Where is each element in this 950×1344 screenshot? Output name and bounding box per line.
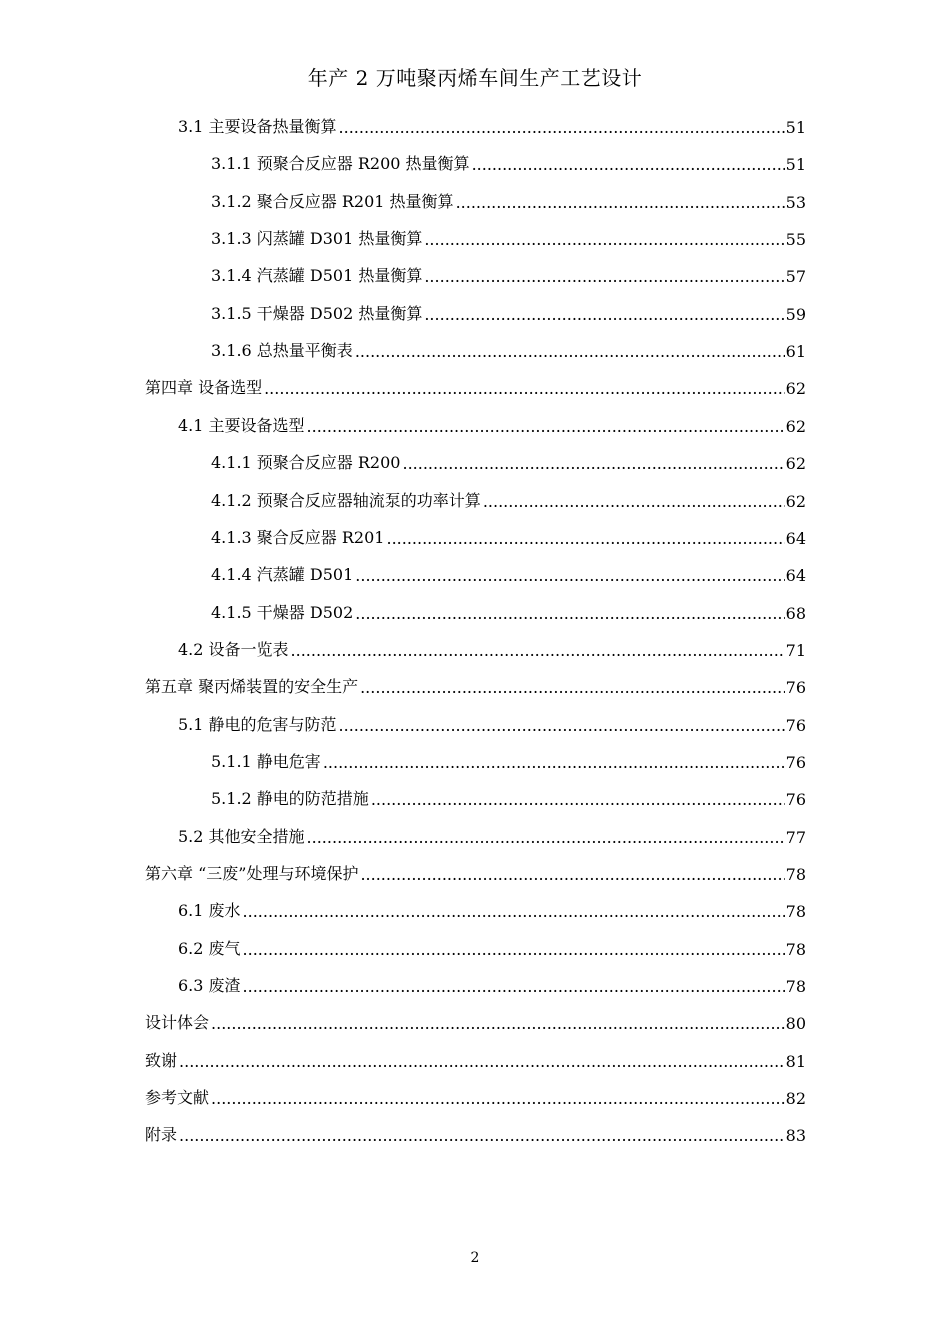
toc-dot-leader (483, 492, 785, 511)
toc-dot-leader (264, 379, 785, 398)
toc-entry-label: 5.2 其他安全措施 (178, 826, 305, 846)
toc-entry[interactable] (211, 561, 806, 585)
toc-entry[interactable] (211, 524, 806, 548)
toc-dot-leader (472, 155, 785, 174)
toc-entry-label: 致谢 (145, 1050, 178, 1070)
toc-entry[interactable] (145, 1121, 806, 1145)
toc-dot-leader (456, 193, 785, 212)
toc-entry-label: 5.1.1 静电危害 (211, 751, 321, 771)
toc-dot-leader (291, 641, 785, 660)
toc-entry-page: 51 (785, 155, 806, 175)
toc-entry-page: 62 (785, 491, 806, 511)
toc-entry-page: 82 (785, 1089, 806, 1109)
toc-dot-leader (323, 753, 785, 772)
toc-entry-page: 51 (785, 118, 806, 137)
toc-entry-page: 64 (785, 528, 806, 548)
toc-entry-page: 57 (785, 267, 806, 287)
toc-entry-page: 81 (785, 1051, 806, 1071)
toc-entry-page: 76 (785, 752, 806, 772)
toc-entry-page: 55 (785, 230, 806, 250)
toc-entry[interactable] (145, 860, 806, 884)
toc-entry-page: 83 (785, 1126, 806, 1146)
toc-entry-page: 78 (785, 939, 806, 959)
toc-entry[interactable] (211, 599, 806, 623)
toc-entry-label: 4.1.1 预聚合反应器 R200 (211, 453, 401, 473)
toc-entry-page: 78 (785, 977, 806, 997)
toc-entry[interactable] (178, 823, 806, 847)
toc-entry-page: 61 (785, 342, 806, 362)
toc-entry[interactable] (211, 225, 806, 249)
toc-entry-page: 76 (785, 715, 806, 735)
toc-entry-page: 78 (785, 902, 806, 922)
toc-entry-label: 4.1 主要设备选型 (178, 415, 305, 435)
toc-entry-label: 3.1.5 干燥器 D502 热量衡算 (211, 303, 423, 323)
toc-entry-page: 62 (785, 416, 806, 436)
page-number: 2 (470, 1250, 480, 1266)
toc-entry[interactable] (145, 374, 806, 398)
toc-entry[interactable] (178, 113, 806, 137)
toc-entry-label: 附录 (145, 1125, 178, 1145)
toc-entry-label: 5.1 静电的危害与防范 (178, 714, 337, 734)
toc-entry-page: 64 (785, 566, 806, 586)
toc-entry-label: 6.2 废气 (178, 938, 241, 958)
toc-entry-label: 4.1.3 聚合反应器 R201 (211, 527, 385, 547)
toc-entry-page: 76 (785, 790, 806, 810)
toc-entry-label: 3.1 主要设备热量衡算 (178, 117, 337, 136)
toc-entry[interactable] (211, 785, 806, 809)
toc-dot-leader (307, 828, 785, 847)
toc-entry[interactable] (145, 1009, 806, 1033)
toc-dot-leader (355, 604, 784, 623)
toc-entry-page: 77 (785, 827, 806, 847)
toc-entry[interactable] (178, 972, 806, 996)
toc-entry[interactable] (178, 711, 806, 735)
toc-entry-label: 第四章 设备选型 (145, 378, 263, 398)
toc-entry-page: 53 (785, 192, 806, 212)
toc-entry[interactable] (211, 337, 806, 361)
toc-dot-leader (371, 790, 785, 809)
toc-entry[interactable] (178, 636, 806, 660)
toc-dot-leader (424, 305, 784, 324)
toc-entry[interactable] (211, 487, 806, 511)
toc-dot-leader (211, 1014, 785, 1033)
toc-dot-leader (307, 417, 785, 436)
toc-dot-leader (243, 902, 785, 921)
toc-entry-page: 59 (785, 304, 806, 324)
toc-entry-page: 71 (785, 640, 806, 660)
toc-entry-label: 5.1.2 静电的防范措施 (211, 789, 369, 809)
toc-dot-leader (360, 678, 785, 697)
toc-dot-leader (355, 342, 785, 361)
toc-entry-label: 6.1 废水 (178, 901, 241, 921)
toc-entry-label: 4.1.5 干燥器 D502 (211, 602, 354, 622)
toc-dot-leader (211, 1089, 785, 1108)
toc-entry-label: 6.3 废渣 (178, 976, 241, 996)
toc-dot-leader (424, 230, 784, 249)
toc-dot-leader (339, 118, 785, 137)
toc-entry-label: 参考文献 (145, 1088, 210, 1108)
toc-entry-label: 3.1.4 汽蒸罐 D501 热量衡算 (211, 266, 423, 286)
toc-entry[interactable] (145, 1047, 806, 1071)
toc-dot-leader (243, 977, 785, 996)
toc-dot-leader (179, 1126, 785, 1145)
toc-entry-label: 3.1.6 总热量平衡表 (211, 341, 353, 361)
toc-entry-label: 3.1.2 聚合反应器 R201 热量衡算 (211, 191, 454, 211)
toc-entry-label: 3.1.1 预聚合反应器 R200 热量衡算 (211, 154, 470, 174)
toc-entry-label: 4.1.4 汽蒸罐 D501 (211, 565, 354, 585)
toc-dot-leader (339, 716, 785, 735)
toc-entry[interactable] (145, 1084, 806, 1108)
page-header-title: 年产 2 万吨聚丙烯车间生产工艺设计 (307, 66, 643, 90)
toc-dot-leader (179, 1052, 785, 1071)
toc-entry[interactable] (178, 897, 806, 921)
toc-dot-leader (243, 940, 785, 959)
toc-entry-page: 78 (785, 865, 806, 884)
toc-entry[interactable] (211, 748, 806, 772)
toc-entry-label: 设计体会 (145, 1013, 210, 1033)
toc-entry[interactable] (211, 300, 806, 324)
toc-dot-leader (424, 267, 784, 286)
toc-dot-leader (386, 529, 784, 548)
toc-entry[interactable] (211, 449, 806, 473)
toc-entry[interactable] (211, 262, 806, 286)
toc-entry-page: 62 (785, 454, 806, 474)
toc-entry[interactable] (211, 150, 806, 174)
toc-entry-page: 76 (785, 678, 806, 698)
toc-entry-label: 4.2 设备一览表 (178, 639, 289, 659)
toc-entry-label: 4.1.2 预聚合反应器轴流泵的功率计算 (211, 490, 481, 510)
toc-entry-page: 68 (785, 603, 806, 623)
toc-entry[interactable] (145, 673, 806, 697)
toc-entry[interactable] (178, 935, 806, 959)
toc-entry[interactable] (178, 412, 806, 436)
toc-entry[interactable] (211, 188, 806, 212)
toc-dot-leader (355, 566, 784, 585)
toc-entry-label: 第六章 “三废”处理与环境保护 (145, 864, 359, 883)
toc-entry-page: 62 (785, 379, 806, 399)
toc-entry-label: 第五章 聚丙烯装置的安全生产 (145, 677, 359, 697)
toc-entry-page: 80 (785, 1014, 806, 1034)
toc-dot-leader (360, 865, 784, 884)
toc-entry-label: 3.1.3 闪蒸罐 D301 热量衡算 (211, 229, 423, 249)
toc-dot-leader (402, 454, 784, 473)
